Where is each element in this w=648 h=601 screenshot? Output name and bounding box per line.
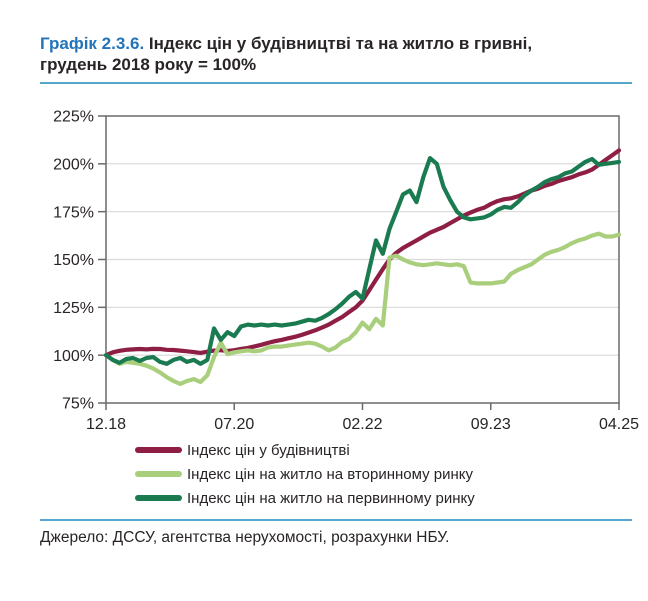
x-axis-label: 02.22 — [342, 416, 383, 433]
x-axis-label: 04.25 — [598, 416, 640, 433]
x-axis-label: 09.23 — [470, 416, 511, 433]
source-text: Джерело: ДССУ, агентства нерухомості, розрахунки НБУ. — [40, 529, 450, 546]
source-divider-line — [40, 519, 632, 521]
chart-number: Графік 2.3.6. — [40, 34, 145, 53]
legend-label: Індекс цін у будівництві — [187, 441, 350, 459]
report-page — [0, 33, 648, 601]
y-axis-label: 75% — [61, 395, 94, 413]
legend-swatch-construction — [135, 447, 182, 454]
y-axis-label: 200% — [53, 156, 94, 174]
y-axis-label: 100% — [53, 347, 94, 365]
price-index-chart — [0, 98, 648, 436]
chart-title-line1 — [40, 33, 632, 54]
legend-item-construction — [135, 438, 648, 462]
legend-item-primary-market — [135, 486, 648, 510]
chart-title-line2: грудень 2018 року = 100% — [40, 55, 257, 74]
legend-item-secondary-market — [135, 462, 648, 486]
x-axis-label: 12.18 — [85, 416, 127, 433]
chart-title-text: Індекс цін у будівництві та на житло в гривні, — [144, 34, 533, 53]
legend-label: Індекс цін на житло на вторинному ринку — [187, 465, 473, 483]
title-divider-line — [40, 82, 632, 84]
chart-legend — [135, 438, 648, 510]
chart-title — [40, 33, 632, 75]
y-axis-label: 225% — [53, 108, 94, 126]
legend-label: Індекс цін на житло на первинному ринку — [187, 489, 475, 507]
y-axis-label: 175% — [53, 204, 94, 222]
y-axis-label: 150% — [53, 252, 94, 270]
legend-swatch-secondary-market — [135, 471, 182, 478]
y-axis-label: 125% — [53, 299, 94, 317]
legend-swatch-primary-market — [135, 495, 182, 502]
x-axis-label: 07.20 — [214, 416, 255, 433]
